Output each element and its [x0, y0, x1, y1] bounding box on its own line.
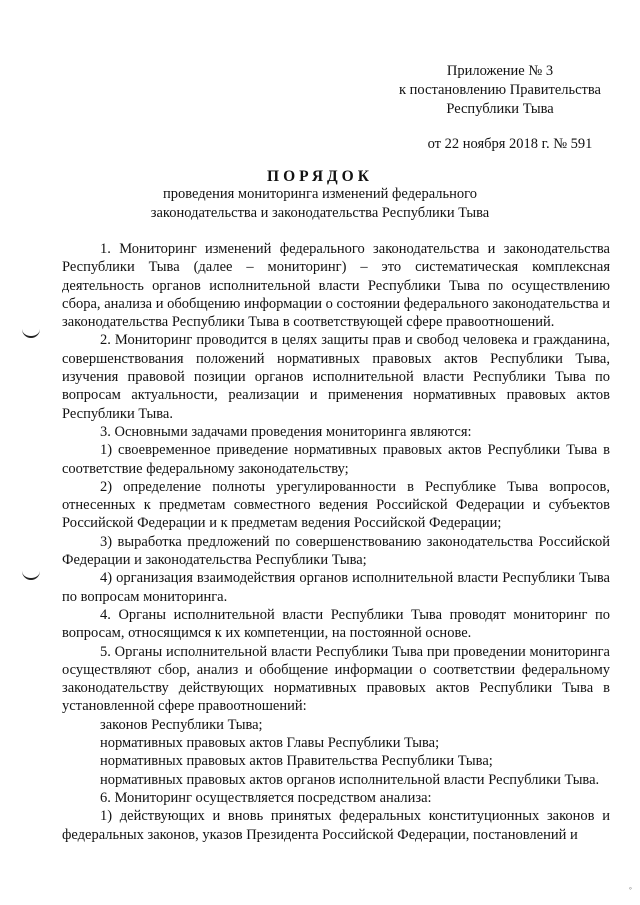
- margin-mark: [22, 328, 40, 338]
- paragraph-1: 1. Мониторинг изменений федерального законодательства и законодательства Республики Тыва (далее – мониторинг) – это систематическая комплексная деятельность органов исполнительной власти Республики Тыва по осуществлению сбора, анализа и обобщению информации о состоянии федерального законодательства и законодательства Республики Тыва в соответствующей сфере правоотношений.: [62, 241, 610, 331]
- analysis-item-1: 1) действующих и вновь принятых федеральных конституционных законов и федеральных законов, указов Президента Российской Федерации, постановлений и: [62, 808, 610, 843]
- document-body: [62, 240, 610, 844]
- act-type-executive: нормативных правовых актов органов исполнительной власти Республики Тыва.: [100, 771, 600, 788]
- document-subtitle: [0, 185, 640, 223]
- appendix-number: Приложение № 3: [446, 63, 554, 79]
- act-type-laws: законов Республики Тыва;: [100, 716, 263, 733]
- paragraph-4: 4. Органы исполнительной власти Республики Тыва проводят мониторинг по вопросам, относящимся к их компетенции, на постоянной основе.: [62, 606, 610, 642]
- subtitle-line-2: законодательства и законодательства Республики Тыва: [150, 205, 490, 221]
- paragraph-5: 5. Органы исполнительной власти Республики Тыва при проведении мониторинга осуществляют сбор, анализ и обобщение информации о соответствии федеральному законодательству действующих нормативных правовых актов Республики Тыва в установленной сфере правоотношений:: [62, 643, 610, 715]
- task-item-1: 1) своевременное приведение нормативных правовых актов Республики Тыва в соответствие федеральному законодательству;: [62, 442, 610, 477]
- document-title: ПОРЯДОК: [267, 168, 373, 185]
- appendix-republic: Республики Тыва: [446, 101, 554, 117]
- paragraph-6: 6. Мониторинг осуществляется посредством анализа:: [100, 789, 432, 806]
- act-type-head: нормативных правовых актов Главы Республики Тыва;: [100, 735, 440, 752]
- appendix-date: от 22 ноября 2018 г. № 591: [427, 136, 593, 152]
- task-item-4: 4) организация взаимодействия органов исполнительной власти Республики Тыва по вопросам мониторинга.: [62, 570, 610, 605]
- paragraph-2: 2. Мониторинг проводится в целях защиты прав и свобод человека и гражданина, совершенствования положений нормативных правовых актов Республики Тыва, изучения правовой позиции органов исполнительной власти Республики Тыва по вопросам актуальности, реализации и применения нормативных правовых актов Республики Тыва.: [62, 332, 610, 422]
- appendix-reference: к постановлению Правительства: [399, 82, 601, 98]
- task-item-3: 3) выработка предложений по совершенствованию законодательства Российской Федерации и законодательства Республики Тыва;: [62, 533, 610, 569]
- margin-mark: [22, 570, 40, 580]
- subtitle-line-1: проведения мониторинга изменений федерального: [163, 186, 477, 202]
- paragraph-3: 3. Основными задачами проведения мониторинга являются:: [100, 423, 472, 440]
- corner-glyph-icon: ◦: [628, 883, 632, 893]
- appendix-header: [380, 62, 620, 154]
- task-item-2: 2) определение полноты урегулированности в Республике Тыва вопросов, отнесенных к предметам совместного ведения Российской Федерации и субъектов Российской Федерации и к предметам ведения Российской Федерации;: [62, 478, 610, 532]
- act-type-government: нормативных правовых актов Правительства Республики Тыва;: [100, 753, 493, 770]
